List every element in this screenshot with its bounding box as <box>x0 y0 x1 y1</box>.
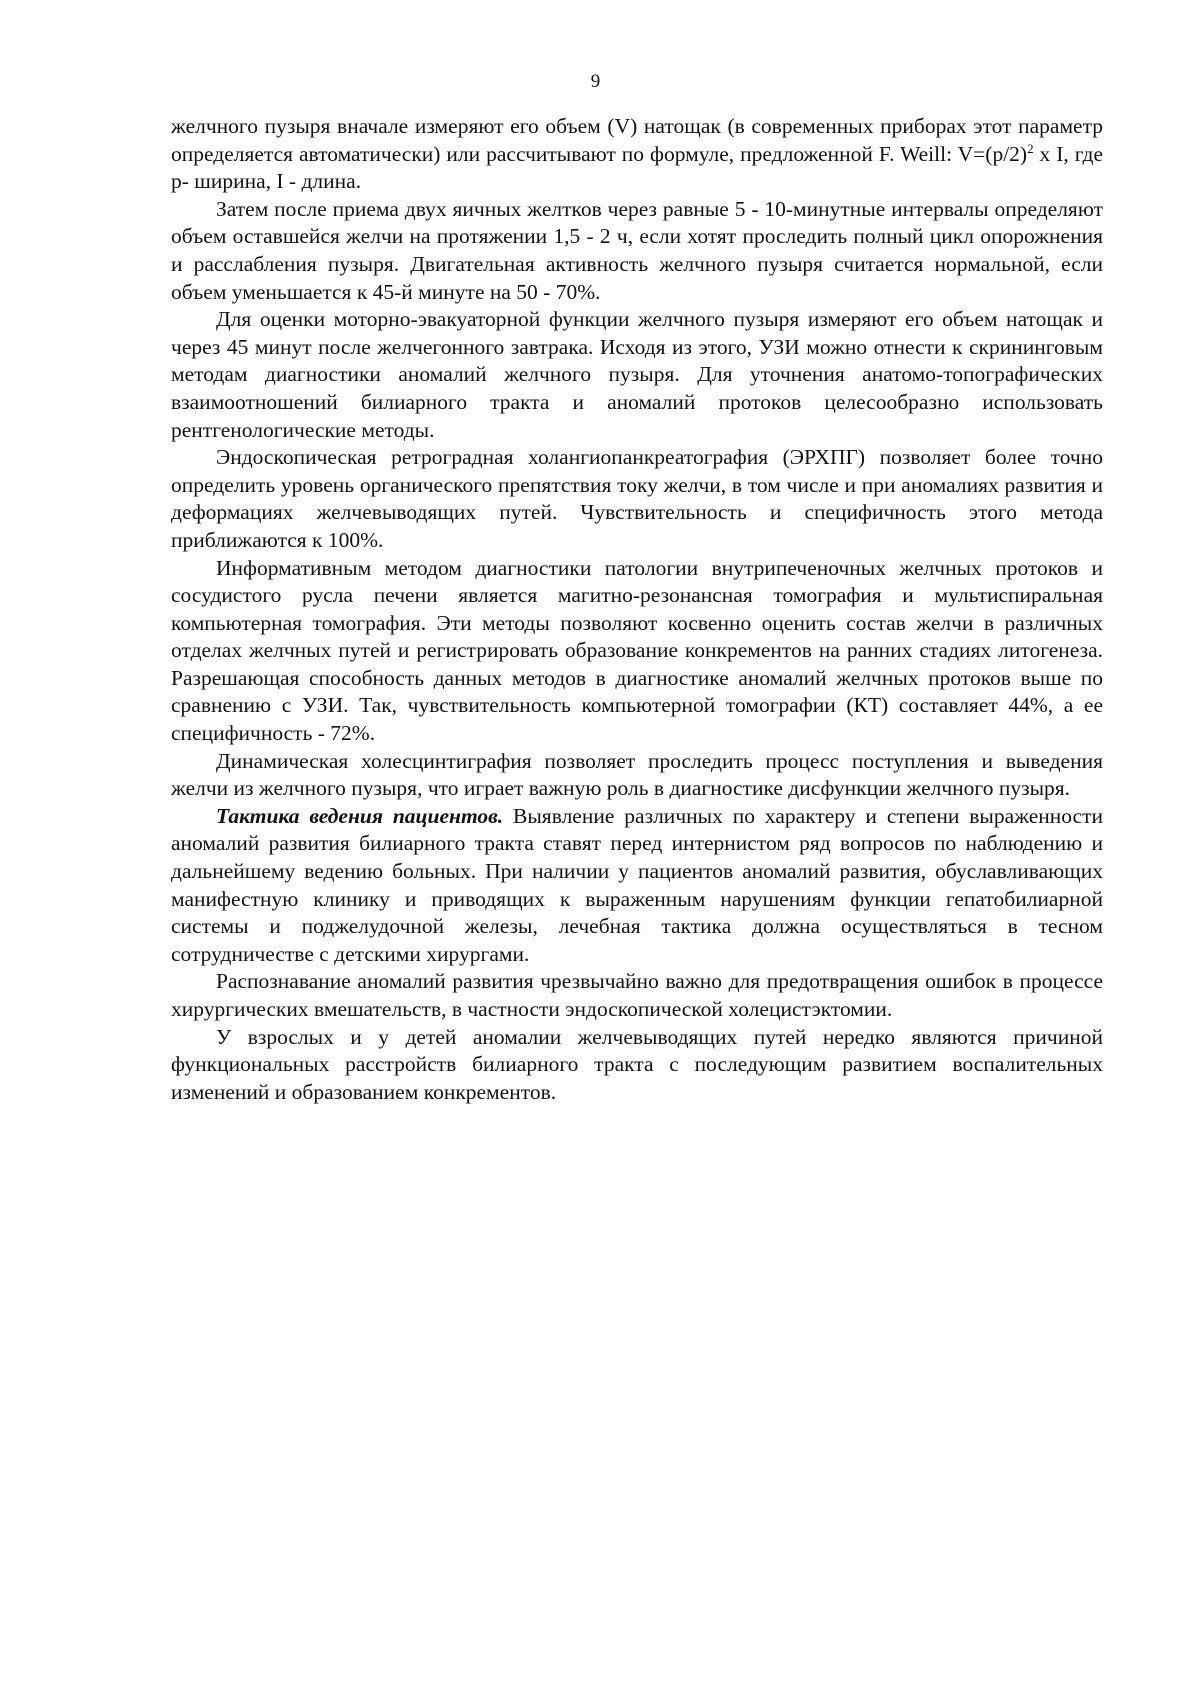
paragraph-5: Информативным методом диагностики патологии внутрипеченочных желчных протоков и сосудистого русла печени является магитно-резонансная томография и мультиспиральная компьютерная томография. Эти методы позволяют косвенно оценить состав желчи в различных отделах желчных путей и регистрировать образование конкрементов на ранних стадиях литогенеза. Разрешающая способность данных методов в диагностике аномалий желчных протоков выше по сравнению с УЗИ. Так, чувствительность компьютерной томографии (КТ) составляет 44%, а ее специфичность - 72%. <box>171 555 1103 746</box>
paragraph-2: Затем после приема двух яичных желтков через равные 5 - 10-минутные интервалы определяют объем оставшейся желчи на протяжении 1,5 - 2 ч, если хотят проследить полный цикл опорожнения и расслабления пузыря. Двигательная активность желчного пузыря считается нормальной, если объем уменьшается к 45-й минуте на 50 - 70%. <box>171 196 1103 304</box>
paragraph-7-text: Выявление различных по характеру и степени выраженности аномалий развития билиарного тракта ставят перед интернистом ряд вопросов по наблюдению и дальнейшему ведению больных. При наличии у пациентов аномалий развития, обуславливающих манифестную клинику и приводящих к выраженным нарушениям функции гепатобилиарной системы и поджелудочной железы, лечебная тактика должна осуществляться в тесном сотрудничестве с детскими хирургами. <box>171 803 1104 966</box>
page-number: 9 <box>590 71 601 92</box>
paragraph-7 <box>171 803 1103 969</box>
paragraph-4: Эндоскопическая ретроградная холангиопанкреатография (ЭРХПГ) позволяет более точно определить уровень органического препятствия току желчи, в том числе и при аномалиях развития и деформациях желчевыводящих путей. Чувствительность и специфичность этого метода приближаются к 100%. <box>171 445 1103 552</box>
body-text <box>171 113 1103 1106</box>
paragraph-6: Динамическая холесцинтиграфия позволяет проследить процесс поступления и выведения желчи из желчного пузыря, что играет важную роль в диагностике дисфункции желчного пузыря. <box>171 748 1103 801</box>
section-heading-inline: Тактика ведения пациентов. <box>216 803 504 828</box>
paragraph-1 <box>171 113 1103 196</box>
paragraph-1-text: желчного пузыря вначале измеряют его объем (V) натощак (в современных приборах этот параметр определяется автоматически) или рассчитывают по формуле, предложенной F. Weill: V=(p/2) <box>171 114 1103 166</box>
formula-exponent: 2 <box>1027 140 1034 156</box>
paragraph-3: Для оценки моторно-эвакуаторной функции желчного пузыря измеряют его объем натощак и через 45 минут после желчегонного завтрака. Исходя из этого, УЗИ можно отнести к скрининговым методам диагностики аномалий желчного пузыря. Для уточнения анатомо-топографических взаимоотношений билиарного тракта и аномалий протоков целесообразно использовать рентгенологические методы. <box>171 307 1103 442</box>
paragraph-1-text-end: x I, где p- ширина, I - длина. <box>171 141 1103 194</box>
paragraph-8: Распознавание аномалий развития чрезвычайно важно для предотвращения ошибок в процессе хирургических вмешательств, в частности эндоскопической холецистэктомии. <box>171 969 1103 1021</box>
paragraph-9: У взрослых и у детей аномалии желчевыводящих путей нередко являются причиной функциональных расстройств билиарного тракта с последующим развитием воспалительных изменений и образованием конкрементов. <box>171 1024 1103 1104</box>
